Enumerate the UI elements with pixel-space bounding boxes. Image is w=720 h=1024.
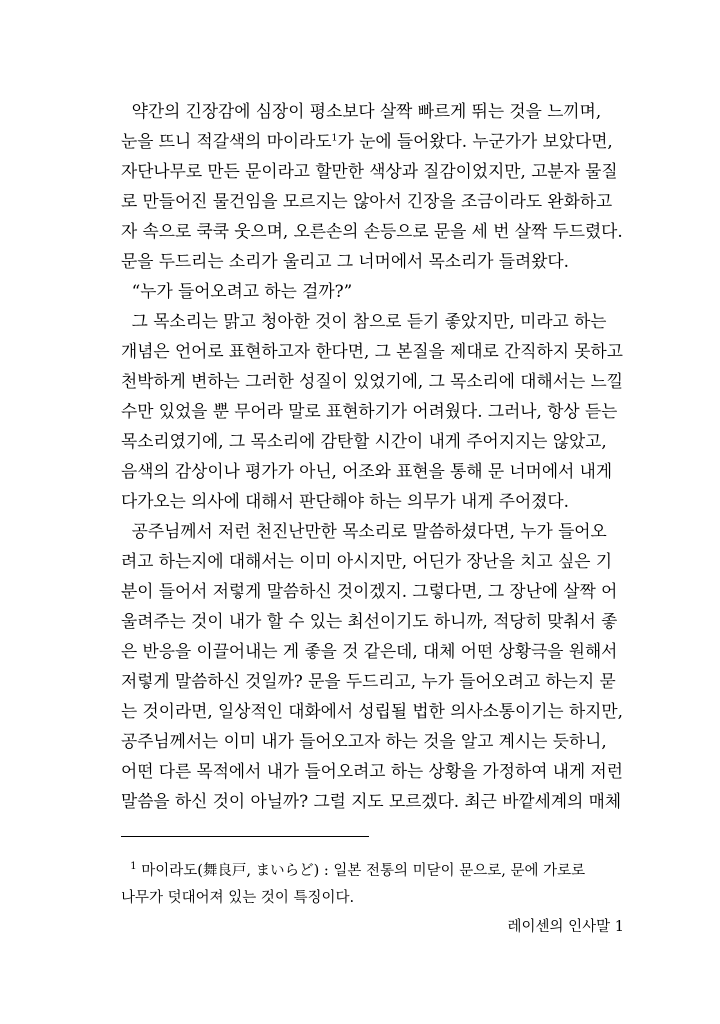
text-line: 공주님께서는 이미 내가 들어오고자 하는 것을 알고 계시는 듯하니,: [121, 731, 607, 751]
text-line: 울려주는 것이 내가 할 수 있는 최선이기도 하니까, 적당히 맞춰서 좋: [121, 611, 618, 631]
text-line: 수만 있었을 뿐 무어라 말로 표현하기가 어려웠다. 그러나, 항상 듣는: [121, 401, 618, 421]
footnote-reference: 1: [331, 132, 338, 144]
footnote-divider: [121, 836, 369, 837]
text-line: 그 목소리는 맑고 청아한 것이 참으로 듣기 좋았지만, 미라고 하는: [121, 311, 607, 331]
text-line: 자단나무로 만든 문이라고 할만한 색상과 질감이었지만, 고분자 물질: [121, 161, 618, 181]
text-line: 분이 들어서 저렇게 말씀하신 것이겠지. 그렇다면, 그 장난에 살짝 어: [121, 581, 618, 601]
text-line: 문을 두드리는 소리가 울리고 그 너머에서 목소리가 들려왔다.: [121, 251, 569, 271]
text-line: 자 속으로 쿡쿡 웃으며, 오른손의 손등으로 문을 세 번 살짝 두드렸다.: [121, 221, 623, 241]
text-line: 약간의 긴장감에 심장이 평소보다 살짝 빠르게 뛰는 것을 느끼며,: [121, 101, 602, 121]
page-footer: 레이센의 인사말 1: [507, 919, 624, 935]
text-line: 말씀을 하신 것이 아닐까? 그럴 지도 모르겠다. 최근 바깥세계의 매체: [121, 791, 622, 811]
text-line: 천박하게 변하는 그러한 성질이 있었기에, 그 목소리에 대해서는 느낄: [121, 371, 623, 391]
text-line: 다가오는 의사에 대해서 판단해야 하는 의무가 내게 주어졌다.: [121, 491, 569, 511]
text-line: 려고 하는지에 대해서는 이미 아시지만, 어딘가 장난을 치고 싶은 기: [121, 551, 613, 571]
text-line: 는 것이라면, 일상적인 대화에서 성립될 법한 의사소통이기는 하지만,: [121, 701, 623, 721]
text-line: 공주님께서 저런 천진난만한 목소리로 말씀하셨다면, 누가 들어오: [121, 521, 607, 541]
text-line: 저렇게 말씀하신 것일까? 문을 두드리고, 누가 들어오려고 하는지 묻: [121, 671, 616, 691]
text-line: 목소리였기에, 그 목소리에 감탄할 시간이 내게 주어지지는 않았고,: [121, 431, 607, 451]
text-line: 음색의 감상이나 평가가 아닌, 어조와 표현을 통해 문 너머에서 내게: [121, 461, 613, 481]
text-line: 어떤 다른 목적에서 내가 들어오려고 하는 상황을 가정하여 내게 저런: [121, 761, 623, 781]
text-line: 로 만들어진 물건임을 모르지는 않아서 긴장을 조금이라도 완화하고: [121, 191, 613, 211]
text-line: 눈을 뜨니 적갈색의 마이라도$^1$가 눈에 들어왔다. 누군가가 보았다면,: [121, 131, 613, 151]
text-line: 은 반응을 이끌어내는 게 좋을 것 같은데, 대체 어떤 상황극을 원해서: [121, 641, 618, 661]
footnote-number: 1: [130, 861, 137, 873]
footnote-line: 나무가 덧대어져 있는 것이 특징이다.: [121, 890, 355, 906]
text-line: 개념은 언어로 표현하고자 한다면, 그 본질을 제대로 간직하지 못하고: [121, 341, 623, 361]
text-line: “누가 들어오려고 하는 걸까?”: [121, 281, 353, 301]
footnote-line: $^1$ 마이라도(舞良戸, まいらど) : 일본 전통의 미닫이 문으로, 문에 가로로: [130, 861, 586, 879]
